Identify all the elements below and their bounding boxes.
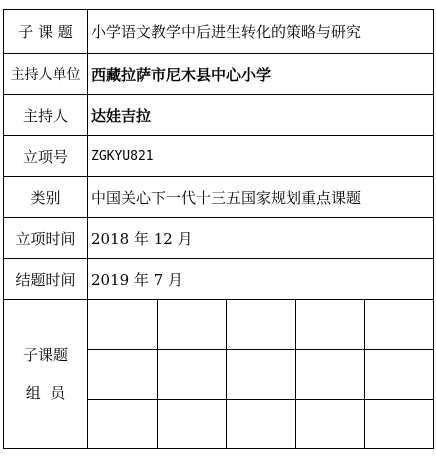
members-grid-area (88, 300, 434, 449)
project-number-label: 立项号 (4, 136, 88, 177)
host-value: 达娃吉拉 (88, 95, 434, 136)
table-row-host-unit (4, 54, 434, 95)
member-cell (88, 300, 157, 349)
members-label-line1: 子课题 (22, 346, 68, 364)
member-cell (226, 399, 295, 448)
member-cell (88, 399, 157, 448)
end-date-label: 结题时间 (4, 259, 88, 300)
project-info-table (3, 9, 434, 449)
member-cell (295, 399, 364, 448)
member-cell (364, 300, 433, 349)
member-cell (226, 300, 295, 349)
members-grid-row (88, 349, 433, 399)
start-date-value: 2018 年 12 月 (88, 218, 434, 259)
end-date-value: 2019 年 7 月 (88, 259, 434, 300)
member-cell (88, 349, 157, 399)
category-label: 类别 (4, 177, 88, 218)
table-row-end-date (4, 259, 434, 300)
subtopic-label: 子 课 题 (4, 10, 88, 54)
members-grid (88, 300, 433, 448)
table-row-start-date (4, 218, 434, 259)
host-unit-value: 西藏拉萨市尼木县中心小学 (88, 54, 434, 95)
members-grid-row (88, 300, 433, 349)
host-unit-label: 主持人单位 (4, 54, 88, 95)
member-cell (364, 399, 433, 448)
members-label-line2: 组 员 (25, 384, 66, 402)
table-row-host (4, 95, 434, 136)
member-cell (157, 300, 226, 349)
table-row-category (4, 177, 434, 218)
host-label: 主持人 (4, 95, 88, 136)
subtopic-value: 小学语文教学中后进生转化的策略与研究 (88, 10, 434, 54)
table-row-project-number (4, 136, 434, 177)
category-value: 中国关心下一代十三五国家规划重点课题 (88, 177, 434, 218)
member-cell (157, 399, 226, 448)
table-row-members (4, 300, 434, 449)
members-grid-row (88, 399, 433, 448)
member-cell (295, 349, 364, 399)
member-cell (295, 300, 364, 349)
members-label (4, 300, 88, 449)
member-cell (226, 349, 295, 399)
member-cell (364, 349, 433, 399)
table-row-subtopic (4, 10, 434, 54)
project-info-form (3, 9, 433, 465)
start-date-label: 立项时间 (4, 218, 88, 259)
project-number-value: ZGKYU821 (88, 136, 434, 177)
member-cell (157, 349, 226, 399)
